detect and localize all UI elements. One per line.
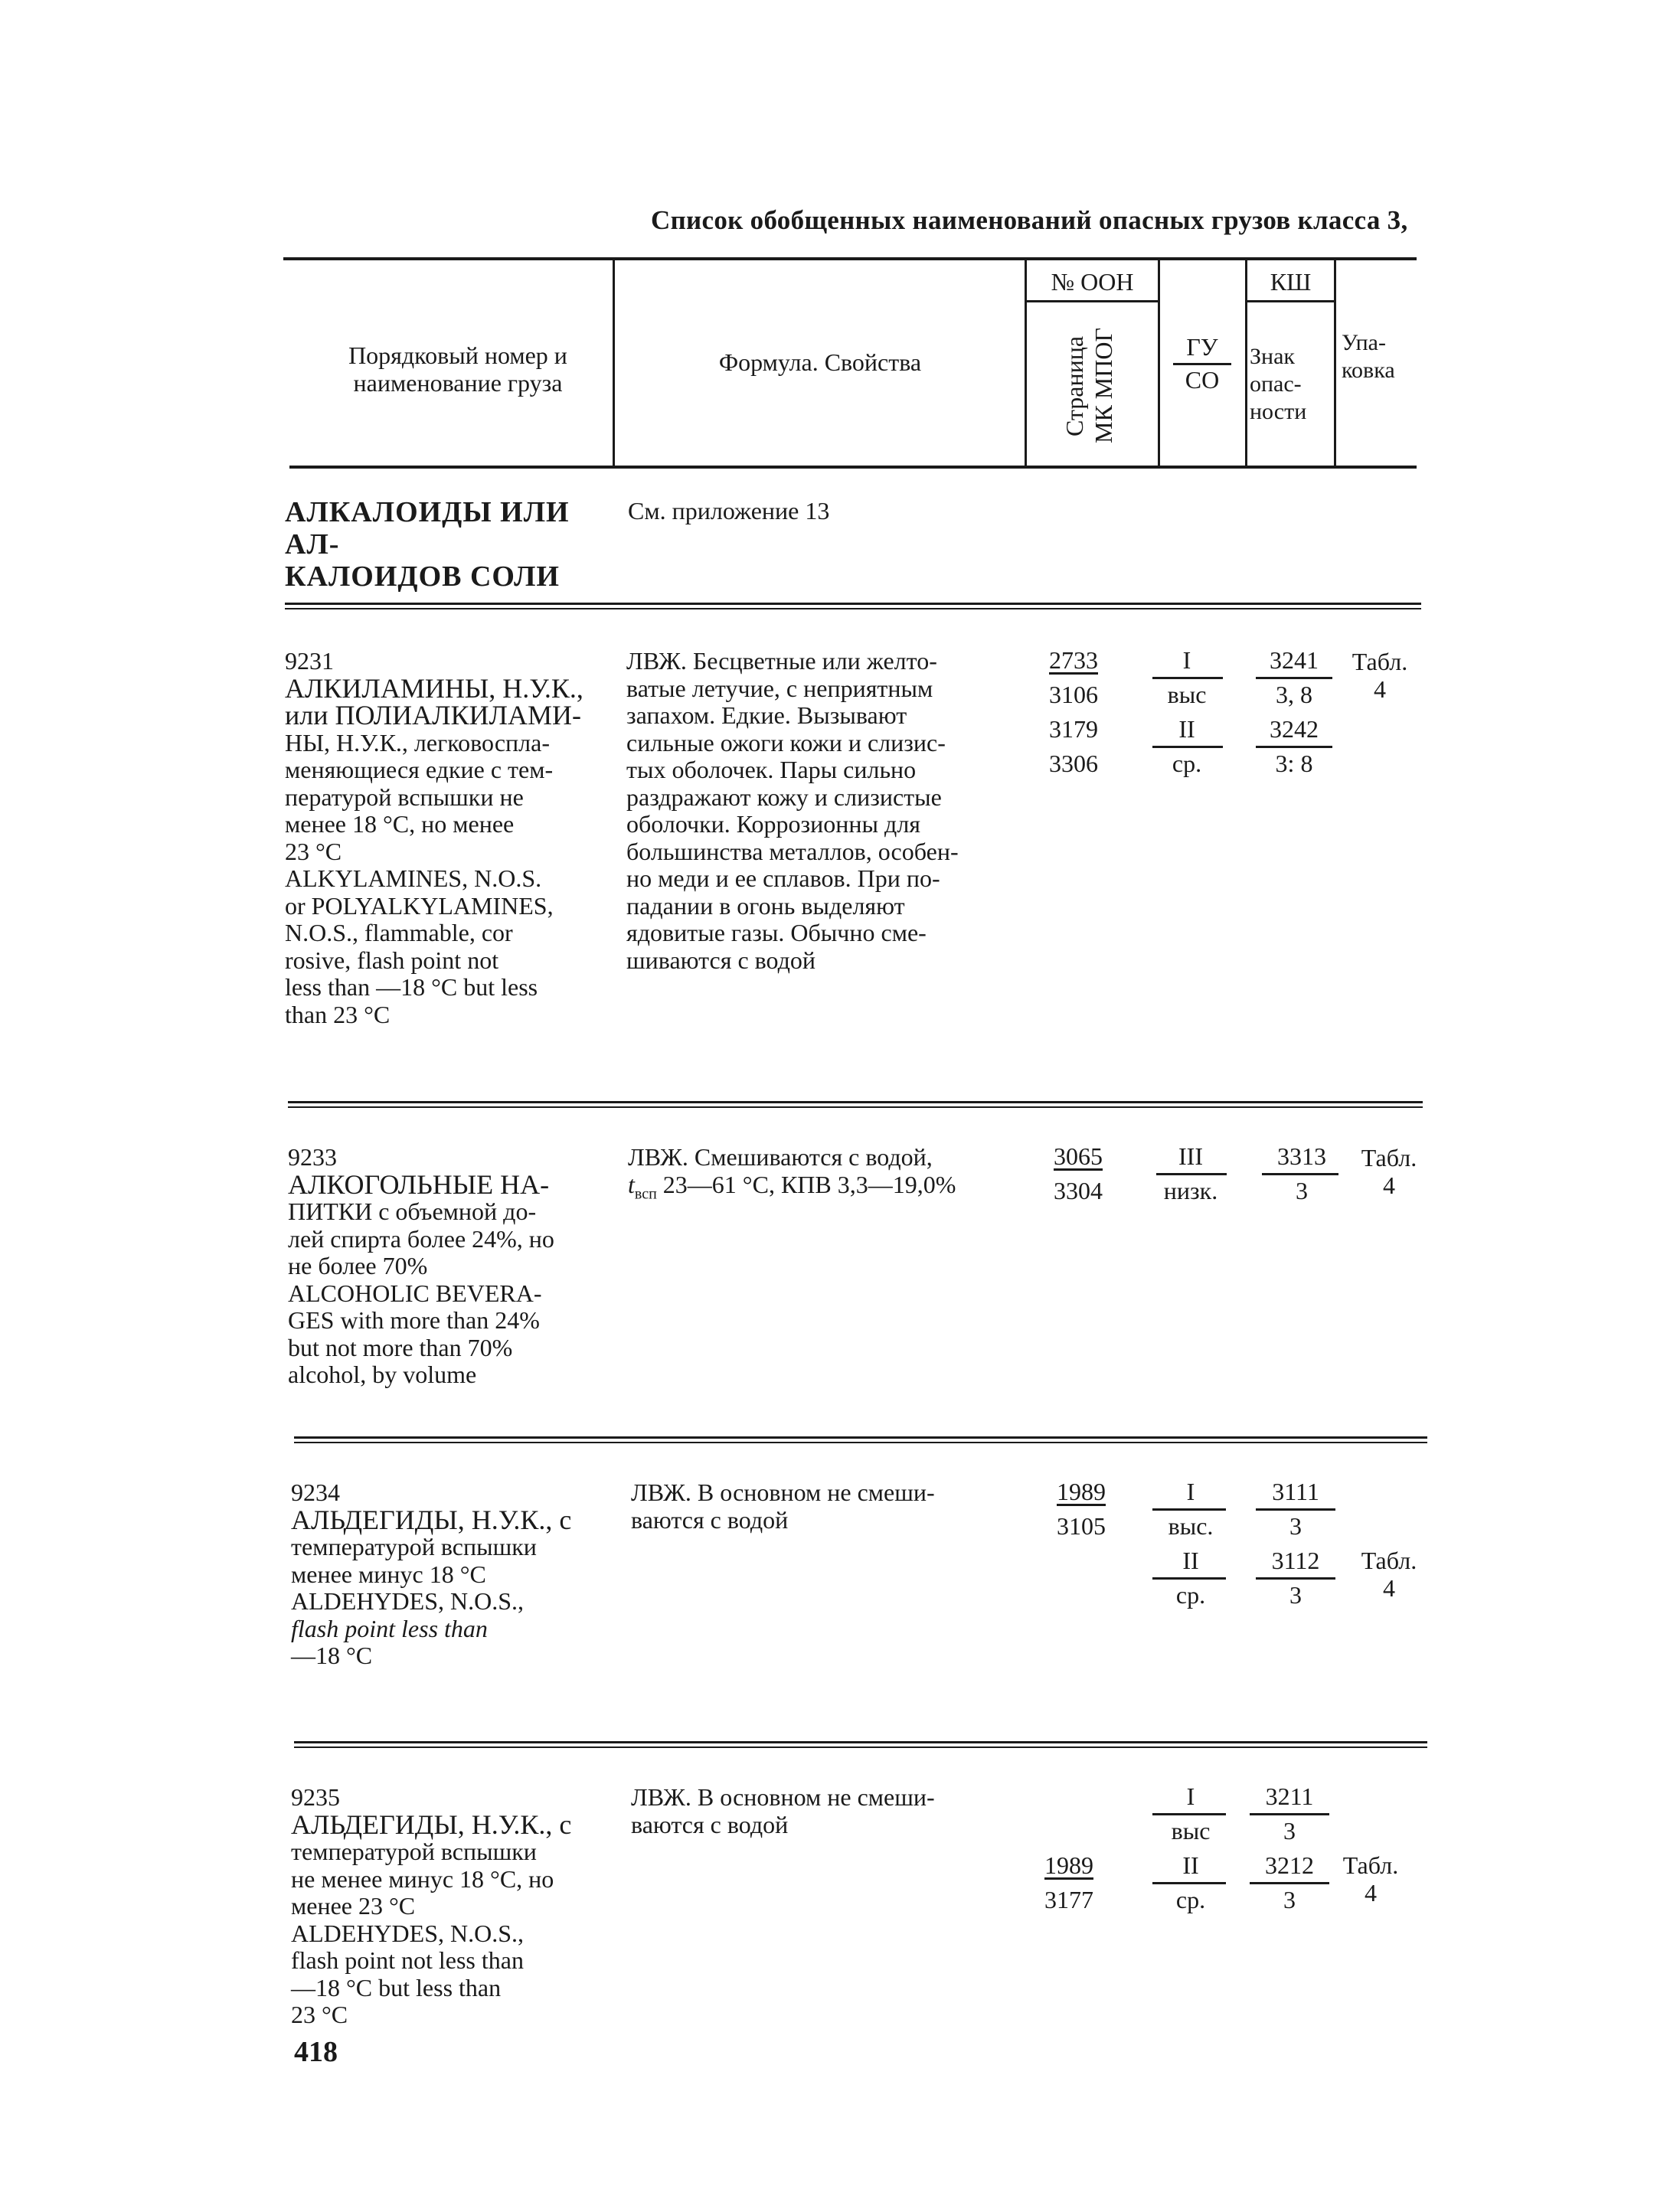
header-bottom-rule [289,466,1417,469]
entry-9234-gu: I выс. II ср. [1168,1478,1214,1609]
separator-4 [294,1741,1427,1743]
entry-9233-packaging: Табл. 4 [1361,1144,1417,1199]
header-separator-5 [1334,260,1336,466]
header-un-number: № ООН [1051,268,1134,296]
page-title: Список обобщенных наименований опасных грузов класса 3, [651,205,1408,235]
entry-9233-name: 9233 АЛКОГОЛЬНЫЕ НА- ПИТКИ с объемной до- лей спирта более 24%, но не более 70% ALCOHOLIC BEVERA- GES with more than 24% but not more than 70% alcohol, by volume [288,1143,554,1388]
entry-9233-un-numbers: 3065 3304 [1054,1142,1103,1204]
entry-9231-packaging: Табл. 4 [1352,648,1408,703]
header-ksh: КШ [1270,268,1312,296]
entry-9231-gu: I выс II ср. [1167,646,1207,777]
entry-9234-gu-line-2 [1152,1577,1226,1580]
entry-9234-name: 9234 АЛЬДЕГИДЫ, Н.У.К., с температурой вспышки менее минус 18 °С ALDEHYDES, N.O.S., flash point less than —18 °С [291,1479,572,1669]
entry-9235-gu-line-2 [1152,1882,1226,1884]
entry-9233-ksh: 3313 3 [1277,1142,1326,1204]
header-so: СО [1185,366,1220,394]
alkaloids-reference: См. приложение 13 [628,497,830,524]
entry-9234-packaging: Табл. 4 [1361,1547,1417,1602]
entry-9233-ksh-line [1262,1173,1338,1175]
separator-4b [294,1746,1427,1748]
entry-9235-name: 9235 АЛЬДЕГИДЫ, Н.У.К., с температурой вспышки не менее минус 18 °С, но менее 23 °С ALDEHYDES, N.O.S., flash point not less than —18 °С but less than 23 °С [291,1783,572,2028]
entry-9235-packaging: Табл. 4 [1342,1851,1399,1907]
entry-9231-gu-line-2 [1152,746,1223,748]
alkaloids-title: АЛКАЛОИДЫ ИЛИ АЛ- КАЛОИДОВ СОЛИ [285,496,570,593]
separator-3b [294,1442,1427,1443]
un-subrule [1027,300,1158,302]
entry-9234-ksh: 3111 3 3112 3 [1271,1478,1320,1609]
entry-9231-properties: ЛВЖ. Бесцветные или желто- ватые летучие, с неприятным запахом. Едкие. Вызывают сильные ожоги кожи и слизис- тых оболочек. Пары сильно раздражают кожу и слизистые оболочки. Коррозионны для большинства металлов, особен- но меди и ее сплавов. При по- падании в огонь выделяют ядовитые газы. Обычно сме- шиваются с водой [626,647,959,974]
header-separator-3 [1158,260,1160,466]
entry-9231-ksh: 3241 3, 8 3242 3: 8 [1270,646,1319,777]
entry-9234-properties: ЛВЖ. В основном не смеши- ваются с водой [631,1479,935,1534]
header-gu: ГУ [1186,333,1218,361]
entry-9234-un-numbers: 1989 3105 [1057,1478,1106,1540]
page-number: 418 [294,2036,338,2068]
separator-2b [288,1106,1423,1108]
separator-2 [288,1101,1423,1103]
header-page-column: Страница МК МПОГ [1061,328,1117,444]
separator-1 [285,603,1421,605]
entry-9234-ksh-line-1 [1256,1508,1335,1511]
entry-9234-gu-line-1 [1152,1508,1226,1511]
entry-9235-gu: I выс II ср. [1171,1782,1211,1913]
entry-9231-un-numbers: 2733 3106 3179 3306 [1049,646,1098,777]
entry-9231-ksh-line-1 [1256,677,1332,679]
entry-9234-ksh-line-2 [1256,1577,1335,1580]
entry-9235-ksh-line-1 [1250,1813,1329,1815]
entry-9235-un-numbers: 1989 3177 [1044,1851,1093,1913]
header-gu-fraction [1173,363,1231,365]
ksh-subrule [1247,300,1334,302]
entry-9231-gu-line-1 [1152,677,1223,679]
header-separator-1 [613,260,615,466]
entry-9233-properties: ЛВЖ. Смешиваются с водой, $t_{всп}$ 23—61 °С, КПВ 3,3—19,0% [628,1143,956,1202]
entry-9231-name: 9231 АЛКИЛАМИНЫ, Н.У.К., или ПОЛИАЛКИЛАМИ- НЫ, Н.У.К., легковоспла- меняющиеся едкие с тем- пературой вспышки не менее 18 °С, но менее 23 °С ALKYLAMINES, N.O.S. or POLYALKYLAMINES, N.O.S., flammable, cor rosive, flash point not less than —18 °C but less than 23 °С [285,647,583,1028]
header-formula-column: Формула. Свойства [718,348,922,376]
header-hazard-sign: Знак опас- ности [1250,344,1307,424]
entry-9235-gu-line-1 [1152,1813,1226,1815]
header-packaging: Упа- ковка [1342,330,1395,383]
entry-9233-gu: III низк. [1163,1142,1218,1204]
entry-9233-gu-line [1156,1173,1227,1175]
entry-9235-properties: ЛВЖ. В основном не смеши- ваются с водой [631,1783,935,1838]
separator-1b [285,608,1421,609]
separator-3 [294,1436,1427,1439]
entry-9235-ksh-line-2 [1250,1882,1329,1884]
entry-9235-ksh: 3211 3 3212 3 [1265,1782,1314,1913]
entry-9231-ksh-line-2 [1256,746,1332,748]
header-name-column: Порядковый номер и наименование груза [348,341,567,397]
